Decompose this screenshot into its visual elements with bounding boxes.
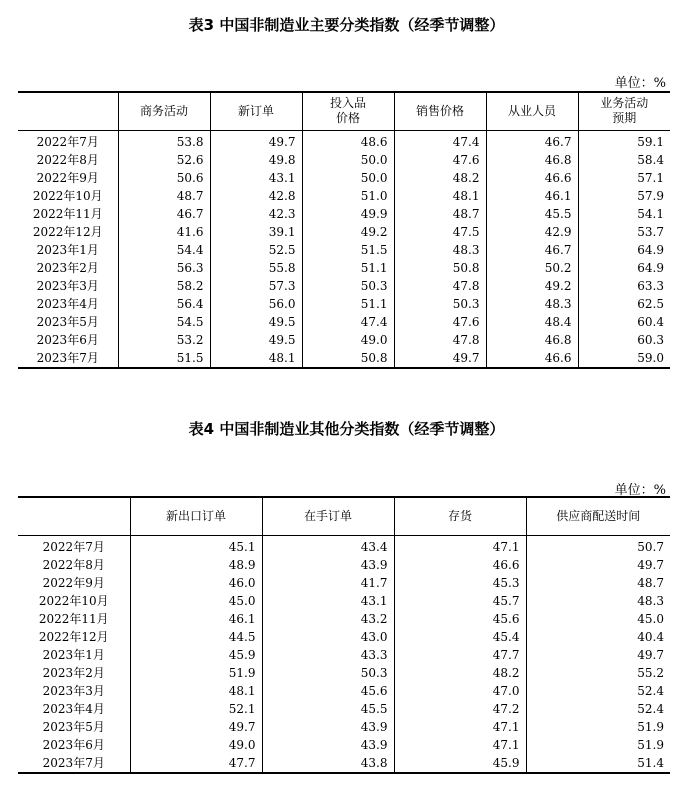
- table-cell: 48.7: [394, 205, 486, 223]
- table-cell: 46.1: [486, 187, 578, 205]
- table-row: [18, 241, 670, 259]
- table4-header-0: [18, 497, 130, 535]
- table-cell: 47.8: [394, 331, 486, 349]
- table-cell: 48.4: [486, 313, 578, 331]
- table4-header-1-line-0: 新出口订单: [165, 508, 226, 523]
- table-cell: 47.7: [394, 646, 526, 664]
- table-cell: 46.7: [118, 205, 210, 223]
- table-cell: 56.4: [118, 295, 210, 313]
- table3-body: [18, 130, 670, 368]
- table-cell: 42.9: [486, 223, 578, 241]
- table4-header-3: [394, 497, 526, 535]
- table-cell: 43.9: [262, 736, 394, 754]
- table-cell: 43.4: [262, 535, 394, 556]
- table-cell: 45.6: [262, 682, 394, 700]
- table-cell: 44.5: [130, 628, 262, 646]
- row-label: 2023年5月: [36, 314, 99, 329]
- table4-header-2-line-0: 在手订单: [303, 508, 352, 523]
- table-row: [18, 718, 670, 736]
- row-label: 2023年2月: [42, 665, 105, 680]
- row-label: 2022年7月: [36, 134, 99, 149]
- table4-header-1: [130, 497, 262, 535]
- row-label: 2023年4月: [42, 701, 105, 716]
- table3-header-6-line-0: 业务活动: [600, 96, 649, 111]
- table3-header-1: [118, 92, 210, 130]
- table-cell: 55.2: [526, 664, 670, 682]
- table-cell: 59.0: [578, 349, 670, 368]
- row-label: 2022年11月: [32, 206, 103, 221]
- table3-header-3: [302, 92, 394, 130]
- table-cell: 57.9: [578, 187, 670, 205]
- table-cell: 49.7: [526, 646, 670, 664]
- table4-header-3-line-0: 存货: [447, 508, 472, 523]
- table4: [18, 496, 670, 774]
- table-row: [18, 187, 670, 205]
- table-cell: 43.2: [262, 610, 394, 628]
- table-cell: 45.9: [130, 646, 262, 664]
- table-cell: 47.2: [394, 700, 526, 718]
- table3-header-3-line-1: 价格: [335, 111, 360, 126]
- table-row: [18, 682, 670, 700]
- table-row: [18, 628, 670, 646]
- table-cell: 51.5: [302, 241, 394, 259]
- table3-header-1-line-0: 商务活动: [139, 103, 188, 118]
- table-cell: 63.3: [578, 277, 670, 295]
- row-label: 2022年11月: [38, 611, 109, 626]
- table-cell: 48.3: [486, 295, 578, 313]
- table-cell: 53.7: [578, 223, 670, 241]
- table-cell: 55.8: [210, 259, 302, 277]
- table4-title: 表4 中国非制造业其他分类指数（经季节调整）: [188, 420, 505, 438]
- table-cell: 45.1: [130, 535, 262, 556]
- table3: [18, 91, 670, 369]
- table-cell: 42.3: [210, 205, 302, 223]
- row-label: 2022年9月: [42, 575, 105, 590]
- table-cell: 41.6: [118, 223, 210, 241]
- table4-header-4: [526, 497, 670, 535]
- table-cell: 47.4: [394, 130, 486, 151]
- table-row: [18, 700, 670, 718]
- table-cell: 46.7: [486, 241, 578, 259]
- table-cell: 50.8: [302, 349, 394, 368]
- table-cell: 40.4: [526, 628, 670, 646]
- table-cell: 50.3: [394, 295, 486, 313]
- table-cell: 54.1: [578, 205, 670, 223]
- table-cell: 48.3: [526, 592, 670, 610]
- table-cell: 47.8: [394, 277, 486, 295]
- table-cell: 45.5: [262, 700, 394, 718]
- table-cell: 49.9: [302, 205, 394, 223]
- row-label: 2022年9月: [36, 170, 99, 185]
- table-cell: 49.5: [210, 331, 302, 349]
- table3-header-0: [18, 92, 118, 130]
- table3-header-3-line-0: 投入品: [329, 96, 366, 111]
- row-label: 2023年6月: [36, 332, 99, 347]
- table-cell: 46.7: [486, 130, 578, 151]
- table-cell: 48.7: [526, 574, 670, 592]
- table-row: [18, 151, 670, 169]
- table4-body: [18, 535, 670, 773]
- row-label: 2023年2月: [36, 260, 99, 275]
- table-row: [18, 592, 670, 610]
- table-cell: 56.0: [210, 295, 302, 313]
- table-cell: 52.6: [118, 151, 210, 169]
- table-cell: 47.7: [130, 754, 262, 773]
- table3-header-6: [578, 92, 670, 130]
- table-cell: 49.0: [302, 331, 394, 349]
- table-row: [18, 205, 670, 223]
- table-cell: 50.8: [394, 259, 486, 277]
- table-cell: 39.1: [210, 223, 302, 241]
- table-row: [18, 736, 670, 754]
- table-row: [18, 646, 670, 664]
- table-cell: 49.7: [526, 556, 670, 574]
- table-cell: 53.2: [118, 331, 210, 349]
- table-cell: 48.1: [210, 349, 302, 368]
- table-row: [18, 259, 670, 277]
- row-label: 2022年10月: [32, 188, 103, 203]
- table-cell: 48.1: [130, 682, 262, 700]
- table-row: [18, 223, 670, 241]
- table-cell: 59.1: [578, 130, 670, 151]
- row-label: 2023年5月: [42, 719, 105, 734]
- table3-title: 表3 中国非制造业主要分类指数（经季节调整）: [188, 16, 505, 34]
- table-cell: 47.1: [394, 736, 526, 754]
- table3-header-row: [18, 92, 670, 130]
- table-row: [18, 535, 670, 556]
- table-cell: 47.5: [394, 223, 486, 241]
- table-cell: 49.7: [394, 349, 486, 368]
- table-cell: 52.1: [130, 700, 262, 718]
- table3-header-2: [210, 92, 302, 130]
- row-label: 2023年1月: [42, 647, 105, 662]
- table-cell: 53.8: [118, 130, 210, 151]
- table-cell: 49.2: [302, 223, 394, 241]
- table-cell: 50.6: [118, 169, 210, 187]
- table-row: [18, 331, 670, 349]
- row-label: 2023年4月: [36, 296, 99, 311]
- table-cell: 60.4: [578, 313, 670, 331]
- row-label: 2022年12月: [38, 629, 109, 644]
- table-cell: 50.0: [302, 169, 394, 187]
- row-label: 2023年3月: [42, 683, 105, 698]
- table-row: [18, 277, 670, 295]
- table-cell: 43.0: [262, 628, 394, 646]
- table3-header-5: [486, 92, 578, 130]
- table4-unit: 单位：%: [614, 483, 666, 498]
- table-cell: 54.4: [118, 241, 210, 259]
- table-cell: 48.3: [394, 241, 486, 259]
- table-row: [18, 295, 670, 313]
- table-cell: 50.7: [526, 535, 670, 556]
- row-label: 2022年12月: [32, 224, 103, 239]
- row-label: 2023年7月: [36, 350, 99, 365]
- row-label: 2023年7月: [42, 755, 105, 770]
- table-cell: 57.3: [210, 277, 302, 295]
- table-cell: 43.9: [262, 718, 394, 736]
- table-cell: 50.2: [486, 259, 578, 277]
- table-cell: 50.3: [262, 664, 394, 682]
- table-cell: 60.3: [578, 331, 670, 349]
- table-cell: 46.8: [486, 331, 578, 349]
- table-cell: 46.6: [394, 556, 526, 574]
- table3-header-6-line-1: 预期: [612, 111, 637, 126]
- row-label: 2023年6月: [42, 737, 105, 752]
- row-label: 2023年1月: [36, 242, 99, 257]
- table-cell: 51.4: [526, 754, 670, 773]
- table-cell: 48.7: [118, 187, 210, 205]
- table-cell: 49.7: [130, 718, 262, 736]
- table-cell: 52.5: [210, 241, 302, 259]
- table-cell: 43.1: [210, 169, 302, 187]
- table3-header-5-line-0: 从业人员: [507, 103, 556, 118]
- table-cell: 48.2: [394, 169, 486, 187]
- row-label: 2022年7月: [42, 539, 105, 554]
- table-cell: 46.0: [130, 574, 262, 592]
- table-cell: 43.1: [262, 592, 394, 610]
- table-cell: 49.8: [210, 151, 302, 169]
- table-cell: 49.5: [210, 313, 302, 331]
- table-row: [18, 556, 670, 574]
- table-cell: 51.9: [526, 736, 670, 754]
- table-row: [18, 574, 670, 592]
- table-cell: 47.0: [394, 682, 526, 700]
- table-cell: 48.2: [394, 664, 526, 682]
- table-row: [18, 169, 670, 187]
- table-cell: 49.0: [130, 736, 262, 754]
- table-cell: 42.8: [210, 187, 302, 205]
- table-cell: 45.7: [394, 592, 526, 610]
- table-cell: 45.5: [486, 205, 578, 223]
- table-cell: 64.9: [578, 259, 670, 277]
- table3-unit: 单位：%: [614, 76, 666, 91]
- table-cell: 51.9: [130, 664, 262, 682]
- table-cell: 47.4: [302, 313, 394, 331]
- table-cell: 48.9: [130, 556, 262, 574]
- table-cell: 46.6: [486, 349, 578, 368]
- table-cell: 43.8: [262, 754, 394, 773]
- row-label: 2022年8月: [42, 557, 105, 572]
- table-cell: 50.0: [302, 151, 394, 169]
- table3-header-4: [394, 92, 486, 130]
- table-row: [18, 130, 670, 151]
- table-cell: 45.3: [394, 574, 526, 592]
- table-cell: 54.5: [118, 313, 210, 331]
- table-cell: 51.1: [302, 259, 394, 277]
- table-cell: 43.3: [262, 646, 394, 664]
- table-row: [18, 610, 670, 628]
- table-cell: 46.1: [130, 610, 262, 628]
- table-cell: 51.9: [526, 718, 670, 736]
- row-label: 2022年10月: [38, 593, 109, 608]
- table-cell: 51.0: [302, 187, 394, 205]
- table-cell: 56.3: [118, 259, 210, 277]
- table3-header-4-line-0: 销售价格: [415, 103, 464, 118]
- table-cell: 45.9: [394, 754, 526, 773]
- row-label: 2022年8月: [36, 152, 99, 167]
- table-cell: 45.6: [394, 610, 526, 628]
- table-cell: 51.5: [118, 349, 210, 368]
- table-cell: 51.1: [302, 295, 394, 313]
- table-cell: 47.6: [394, 313, 486, 331]
- table-cell: 47.1: [394, 535, 526, 556]
- table-cell: 45.0: [130, 592, 262, 610]
- table3-header-2-line-0: 新订单: [237, 103, 274, 118]
- table4-header-row: [18, 497, 670, 535]
- table-cell: 43.9: [262, 556, 394, 574]
- table-row: [18, 664, 670, 682]
- table-cell: 62.5: [578, 295, 670, 313]
- table-cell: 45.0: [526, 610, 670, 628]
- table-cell: 52.4: [526, 700, 670, 718]
- table-cell: 48.1: [394, 187, 486, 205]
- table-cell: 45.4: [394, 628, 526, 646]
- table-cell: 47.6: [394, 151, 486, 169]
- table-cell: 57.1: [578, 169, 670, 187]
- table-cell: 46.8: [486, 151, 578, 169]
- row-label: 2023年3月: [36, 278, 99, 293]
- table-row: [18, 313, 670, 331]
- table-cell: 64.9: [578, 241, 670, 259]
- table-row: [18, 349, 670, 368]
- table-cell: 58.2: [118, 277, 210, 295]
- table4-header-4-line-0: 供应商配送时间: [556, 508, 641, 523]
- table-cell: 52.4: [526, 682, 670, 700]
- table-cell: 49.2: [486, 277, 578, 295]
- table-cell: 47.1: [394, 718, 526, 736]
- table-cell: 58.4: [578, 151, 670, 169]
- table-row: [18, 754, 670, 773]
- table4-header-2: [262, 497, 394, 535]
- table-cell: 50.3: [302, 277, 394, 295]
- table-cell: 49.7: [210, 130, 302, 151]
- table-cell: 41.7: [262, 574, 394, 592]
- table-cell: 46.6: [486, 169, 578, 187]
- table-cell: 48.6: [302, 130, 394, 151]
